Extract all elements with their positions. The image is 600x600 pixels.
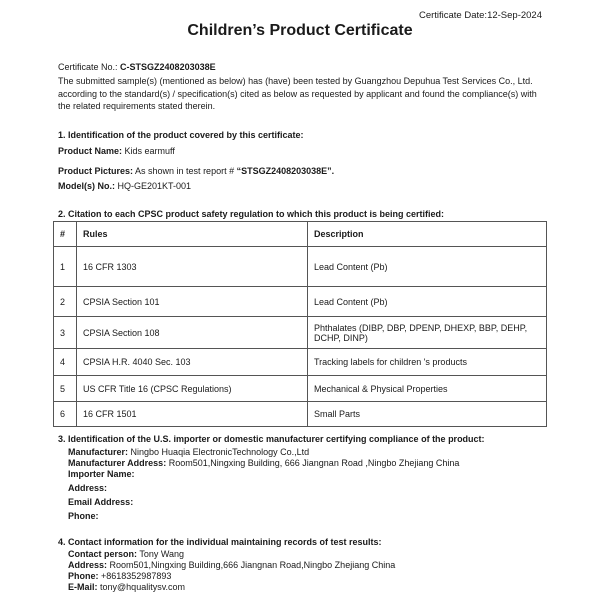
contact-email-value: tony@hqualitysv.com <box>100 582 186 592</box>
product-pictures-text: As shown in test report # <box>135 166 235 176</box>
contact-phone-value: +8618352987893 <box>101 571 172 581</box>
table-row <box>54 349 547 376</box>
row-number: 6 <box>54 402 77 427</box>
contact-person-label: Contact person: <box>68 549 138 559</box>
col-header-number: # <box>54 222 77 247</box>
row-number: 1 <box>54 247 77 287</box>
table-row <box>54 317 547 349</box>
manufacturer-address-value: Room501,Ningxing Building, 666 Jiangnan Road ,Ningbo Zhejiang China <box>168 458 460 468</box>
section2-heading: 2. Citation to each CPSC product safety regulation to which this product is being certified: <box>58 209 445 219</box>
importer-name-label: Importer Name: <box>68 469 135 479</box>
certificate-number-value: C-STSGZ2408203038E <box>120 62 216 72</box>
row-description: Tracking labels for children 's products <box>308 349 547 376</box>
model-value: HQ-GE201KT-001 <box>117 181 192 191</box>
certificate-number <box>58 62 216 72</box>
contact-phone-field <box>68 571 171 581</box>
contact-email-label: E-Mail: <box>68 582 98 592</box>
section3-heading: 3. Identification of the U.S. importer or domestic manufacturer certifying compliance of the product: <box>58 434 485 444</box>
contact-address-value: Room501,Ningxing Building,666 Jiangnan Road,Ningbo Zhejiang China <box>109 560 396 570</box>
row-number: 4 <box>54 349 77 376</box>
table-row <box>54 287 547 317</box>
section1-heading: 1. Identification of the product covered by this certificate: <box>58 130 304 140</box>
row-description: Small Parts <box>308 402 547 427</box>
manufacturer-value: Ningbo Huaqia ElectronicTechnology Co.,Ltd <box>130 447 310 457</box>
contact-address-label: Address: <box>68 560 108 570</box>
row-rule: 16 CFR 1501 <box>77 402 308 427</box>
row-rule: 16 CFR 1303 <box>77 247 308 287</box>
product-name-value: Kids earmuff <box>124 146 175 156</box>
contact-address-field <box>68 560 395 570</box>
manufacturer-field <box>68 447 309 457</box>
product-pictures-label: Product Pictures: <box>58 166 134 176</box>
table-header-row <box>54 222 547 247</box>
row-rule: CPSIA Section 108 <box>77 317 308 349</box>
row-number: 2 <box>54 287 77 317</box>
table-row <box>54 247 547 287</box>
row-number: 5 <box>54 376 77 402</box>
row-description: Lead Content (Pb) <box>308 287 547 317</box>
importer-email-label: Email Address: <box>68 497 134 507</box>
contact-phone-label: Phone: <box>68 571 99 581</box>
product-pictures-report: “STSGZ2408203038E”. <box>236 166 335 176</box>
intro-paragraph: The submitted sample(s) (mentioned as below) has (have) been tested by Guangzhou Depuhua Test Services Co., Ltd. according to the standard(s) / specification(s) cited as below as requested by applicant and found the compliance(s) with the related requirements stated therein. <box>58 76 537 112</box>
section4-heading: 4. Contact information for the individual maintaining records of test results: <box>58 537 382 547</box>
col-header-rules: Rules <box>77 222 308 247</box>
row-number: 3 <box>54 317 77 349</box>
certificate-number-label: Certificate No.: <box>58 62 118 72</box>
row-rule: CPSIA Section 101 <box>77 287 308 317</box>
row-description: Mechanical & Physical Properties <box>308 376 547 402</box>
row-description: Lead Content (Pb) <box>308 247 547 287</box>
model-field <box>58 181 191 191</box>
product-name-label: Product Name: <box>58 146 123 156</box>
importer-address-label: Address: <box>68 483 108 493</box>
page-title: Children’s Product Certificate <box>187 22 413 39</box>
product-name-field <box>58 146 175 156</box>
product-pictures-field <box>58 166 334 176</box>
row-rule: US CFR Title 16 (CPSC Regulations) <box>77 376 308 402</box>
manufacturer-address-label: Manufacturer Address: <box>68 458 167 468</box>
col-header-description: Description <box>308 222 547 247</box>
manufacturer-label: Manufacturer: <box>68 447 129 457</box>
row-rule: CPSIA H.R. 4040 Sec. 103 <box>77 349 308 376</box>
row-description: Phthalates (DIBP, DBP, DPENP, DHEXP, BBP, DEHP, DCHP, DINP) <box>308 317 547 349</box>
model-label: Model(s) No.: <box>58 181 115 191</box>
certificate-date: Certificate Date:12-Sep-2024 <box>418 10 542 21</box>
table-row <box>54 402 547 427</box>
contact-person-field <box>68 549 184 559</box>
contact-email-field <box>68 582 185 592</box>
importer-phone-label: Phone: <box>68 511 99 521</box>
regulations-table <box>53 221 547 427</box>
manufacturer-address-field <box>68 458 459 468</box>
table-row <box>54 376 547 402</box>
contact-person-value: Tony Wang <box>139 549 185 559</box>
